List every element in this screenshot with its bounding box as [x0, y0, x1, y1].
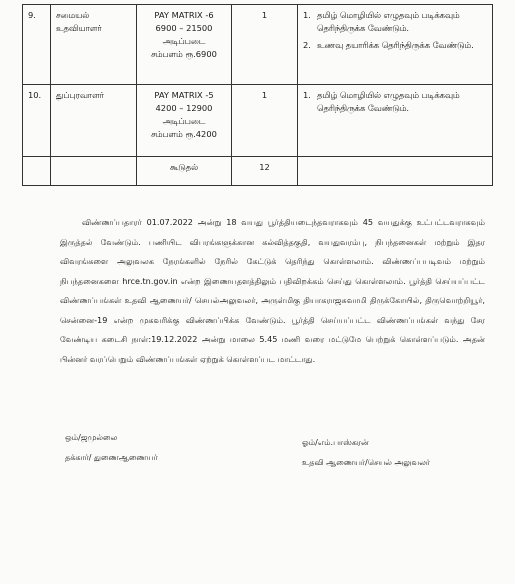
vacancy-count-cell: 1: [232, 5, 298, 85]
pay-line: 4200 – 12900: [155, 102, 213, 113]
qualification-text: தமிழ் மொழியில் எழுதவும் படிக்கவும் தெரிந்திருக்க வேண்டும்.: [317, 90, 460, 113]
pay-line: சம்பளம் ரூ.6900: [151, 48, 217, 59]
qualification-number: 2.: [303, 39, 311, 50]
pay-line: 6900 – 21500: [155, 22, 213, 33]
list-item: [303, 89, 487, 115]
list-item: [303, 9, 487, 35]
pay-line: PAY MATRIX -6: [154, 10, 214, 20]
signatory-title: தக்கார்/ துணைஆணையர்: [65, 453, 158, 462]
qualification-number: 1.: [303, 90, 311, 100]
list-item: [303, 39, 487, 52]
qualification-cell: [298, 5, 493, 85]
signature-left: [65, 428, 158, 468]
empty-cell: [298, 157, 493, 186]
qualification-number: 1.: [303, 10, 311, 20]
notice-paragraph: விண்ணப்பதாரர் 01.07.2022 அன்று 18 வயது பூர்த்தியடைந்தவராகவும் 45 வயதுக்கு உட்பட்டவராகவும் இருத்தல் வேண்டும். பணியிட விபரங்களுக்கான கல்வித்தகுதி, வயதுவரம்பு, நிபந்தனைகள் மற்றும் இதர விவரங்களை அலுவலக நேரங்களில் நேரில் கேட்டுக் தெரிந்து கொள்ளலாம். விண்ணப்பபடிவம் மற்றும் நிபந்தனைகளை hrce.tn.gov.in என்ற இணையதளத்திலும் பதிவிறக்கம் செய்து கொள்ளலாம். பூர்த்தி செய்யப்பட்ட விண்ணப்பங்கள் உதவி ஆணையர்/ செயல்அலுவலர், அருள்மிகு தியாகராஜசுவாமி திருக்கோயில், திருவொற்றியூர், சென்னை-19 என்ற முகவரிக்கு விண்ணப்பிக்க வேண்டும். பூர்த்தி செய்யப்பட்ட விண்ணப்பங்கள் வந்து சேர வேண்டிய கடைசி நாள்:19.12.2022 அன்று மாலை 5.45 மணி வரை மட்டுமே பெற்றுக் கொள்ளப்படும். அதன் பின்னர் வரப்பெறும் விண்ணப்பங்கள் ஏற்றுக் கொள்ளப்பட மாட்டாது.: [60, 217, 485, 364]
signature-right: [302, 433, 430, 473]
pay-line: சம்பளம் ரூ.4200: [151, 128, 217, 139]
table-row: [23, 85, 493, 157]
post-name-cell: சமையல் உதவியாளர்: [51, 5, 137, 85]
qualification-text: உணவு தயாரிக்க தெரிந்திருக்க வேண்டும்.: [317, 39, 474, 50]
signatory-name: ஓம்/எம்.பாஸ்கரன்: [302, 438, 369, 447]
post-name-cell: துப்புரவாளர்: [51, 85, 137, 157]
total-value: 12: [232, 157, 298, 186]
pay-scale-cell: [137, 5, 232, 85]
total-label: கூடுதல்: [137, 157, 232, 186]
qualification-text: தமிழ் மொழியில் எழுதவும் படிக்கவும் தெரிந்திருக்க வேண்டும்.: [317, 10, 460, 33]
qualification-cell: [298, 85, 493, 157]
vacancy-count-cell: 1: [232, 85, 298, 157]
pay-line: அடிப்படை: [162, 35, 206, 46]
serial-number-cell: 9.: [23, 5, 51, 85]
vacancy-table: [22, 4, 493, 186]
total-row: [23, 157, 493, 186]
signatory-title: உதவி ஆணையர்/செயல் அலுவலர்: [302, 458, 431, 467]
pay-line: PAY MATRIX -5: [154, 90, 214, 100]
table-row: [23, 5, 493, 85]
empty-cell: [51, 157, 137, 186]
signatory-name: ஒம்/ஜமுல்லை: [65, 433, 118, 442]
serial-number-cell: 10.: [23, 85, 51, 157]
pay-scale-cell: [137, 85, 232, 157]
pay-line: அடிப்படை: [162, 115, 206, 126]
empty-cell: [23, 157, 51, 186]
